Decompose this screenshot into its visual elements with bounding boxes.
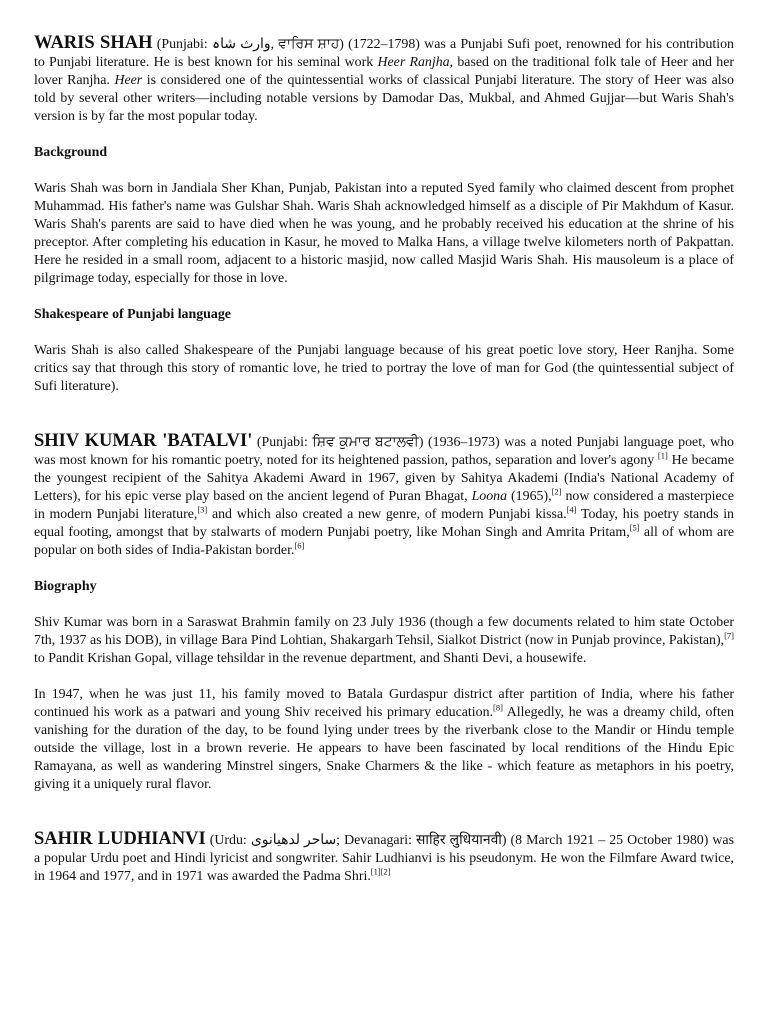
intro-text: (Punjabi: وارث شاہ, ਵਾਰਿਸ ਸ਼ਾਹ) (1722–1798) was a Punjabi Sufi poet, renowned for his contribution to Punjabi literature. He is best known for his seminal work Heer Ranjha, based on the traditional folk tale of Heer and her lover Ranjha. Heer is considered one of the quintessential works of classical Punjabi literature. The story of Heer was also told by several other writers—including notable versions by Damodar Das, Mukbal, and Ahmed Gujjar—but Waris Shah's version is by far the most popular today.: [34, 37, 734, 124]
intro-text: (Punjabi: ਸ਼ਿਵ ਕੁਮਾਰ ਬਟਾਲਵੀ) (1936–1973) was a noted Punjabi language poet, who was most known for his romantic poetry, noted for its heightened passion, pathos, separation and lover's agony [1] He became the youngest recipient of the Sahitya Akademi Award in 1967, given by Sahitya Akademi (India's National Academy of Letters), for his epic verse play based on the ancient legend of Puran Bhagat, Loona (1965),[2] now considered a masterpiece in modern Punjabi literature,[3] and which also created a new genre, of modern Punjabi kissa.[4] Today, his poetry stands in equal footing, amongst that by stalwarts of modern Punjabi poetry, like Mohan Singh and Amrita Pritam,[5] all of whom are popular on both sides of India-Pakistan border.[6]: [34, 435, 735, 558]
citation-marker[interactable]: [4]: [566, 504, 577, 515]
intro-paragraph: [34, 432, 734, 560]
citation-marker[interactable]: [1]: [370, 866, 381, 877]
article-title: SAHIR LUDHIANVI: [34, 829, 206, 849]
section-heading: Biography: [34, 579, 97, 594]
body-paragraph: In 1947, when he was just 11, his family moved to Batala Gurdaspur district after partition of India, where his father continued his work as a patwari and young Shiv received his primary education.[8] Allegedly, he was a dreamy child, often vanishing for the duration of the day, to be found lying under trees by the riverbank close to the Mandir or Hindu temple outside the village, lost in a brown reverie. He appears to have been fascinated by local renditions of the Hindu Epic Ramayana, as well as wandering Minstrel singers, Snake Charmers & the like - which feature as metaphors in his poetry, giving it a uniquely rural flavor.: [34, 687, 734, 792]
intro-paragraph: [34, 34, 734, 126]
article-title: SHIV KUMAR 'BATALVI': [34, 431, 253, 451]
intro-text: (Urdu: ساحر لدھیانوی; Devanagari: साहिर लुधियानवी) (8 March 1921 – 25 October 1980) was a popular Urdu poet and Hindi lyricist and songwriter. Sahir Ludhianvi is his pseudonym. He won the Filmfare Award twice, in 1964 and 1977, and in 1971 was awarded the Padma Shri.[1][2]: [34, 833, 734, 884]
body-paragraph: Shiv Kumar was born in a Saraswat Brahmin family on 23 July 1936 (though a few documents related to him state October 7th, 1937 as his DOB), in village Bara Pind Lohtian, Shakargarh Tehsil, Sialkot District (now in Punjab province, Pakistan),[7] to Pandit Krishan Gopal, village tehsildar in the revenue department, and Shanti Devi, a housewife.: [34, 615, 734, 666]
section-heading: Shakespeare of Punjabi language: [34, 307, 231, 322]
section-sahir-ludhianvi: [34, 830, 734, 886]
citation-marker[interactable]: [3]: [197, 504, 208, 515]
citation-marker[interactable]: [6]: [294, 540, 305, 551]
citation-marker[interactable]: [1]: [657, 450, 668, 461]
citation-marker[interactable]: [2]: [380, 866, 391, 877]
document-page: [34, 34, 734, 886]
section-shiv-kumar-batalvi: [34, 432, 734, 794]
body-paragraph: Waris Shah is also called Shakespeare of the Punjabi language because of his great poetic love story, Heer Ranjha. Some critics say that through this story of romantic love, he tried to portray the love of man for God (the quintessential subject of Sufi literature).: [34, 343, 734, 394]
article-title: WARIS SHAH: [34, 33, 153, 53]
citation-marker[interactable]: [5]: [629, 522, 640, 533]
section-waris-shah: [34, 34, 734, 396]
body-paragraph: Waris Shah was born in Jandiala Sher Khan, Punjab, Pakistan into a reputed Syed family who claimed descent from prophet Muhammad. His father's name was Gulshar Shah. Waris Shah acknowledged himself as a disciple of Pir Makhdum of Kasur. Waris Shah's parents are said to have died when he was young, and he probably received his education at the shrine of his preceptor. After completing his education in Kasur, he moved to Malka Hans, a village twelve kilometers north of Pakpattan. Here he resided in a small room, adjacent to a historic masjid, now called Masjid Waris Shah. His mausoleum is a place of pilgrimage today, especially for those in love.: [34, 181, 734, 286]
intro-paragraph: [34, 830, 734, 886]
citation-marker[interactable]: [7]: [724, 630, 734, 641]
citation-marker[interactable]: [8]: [493, 702, 503, 713]
citation-marker[interactable]: [2]: [551, 486, 562, 497]
section-heading: Background: [34, 145, 108, 160]
